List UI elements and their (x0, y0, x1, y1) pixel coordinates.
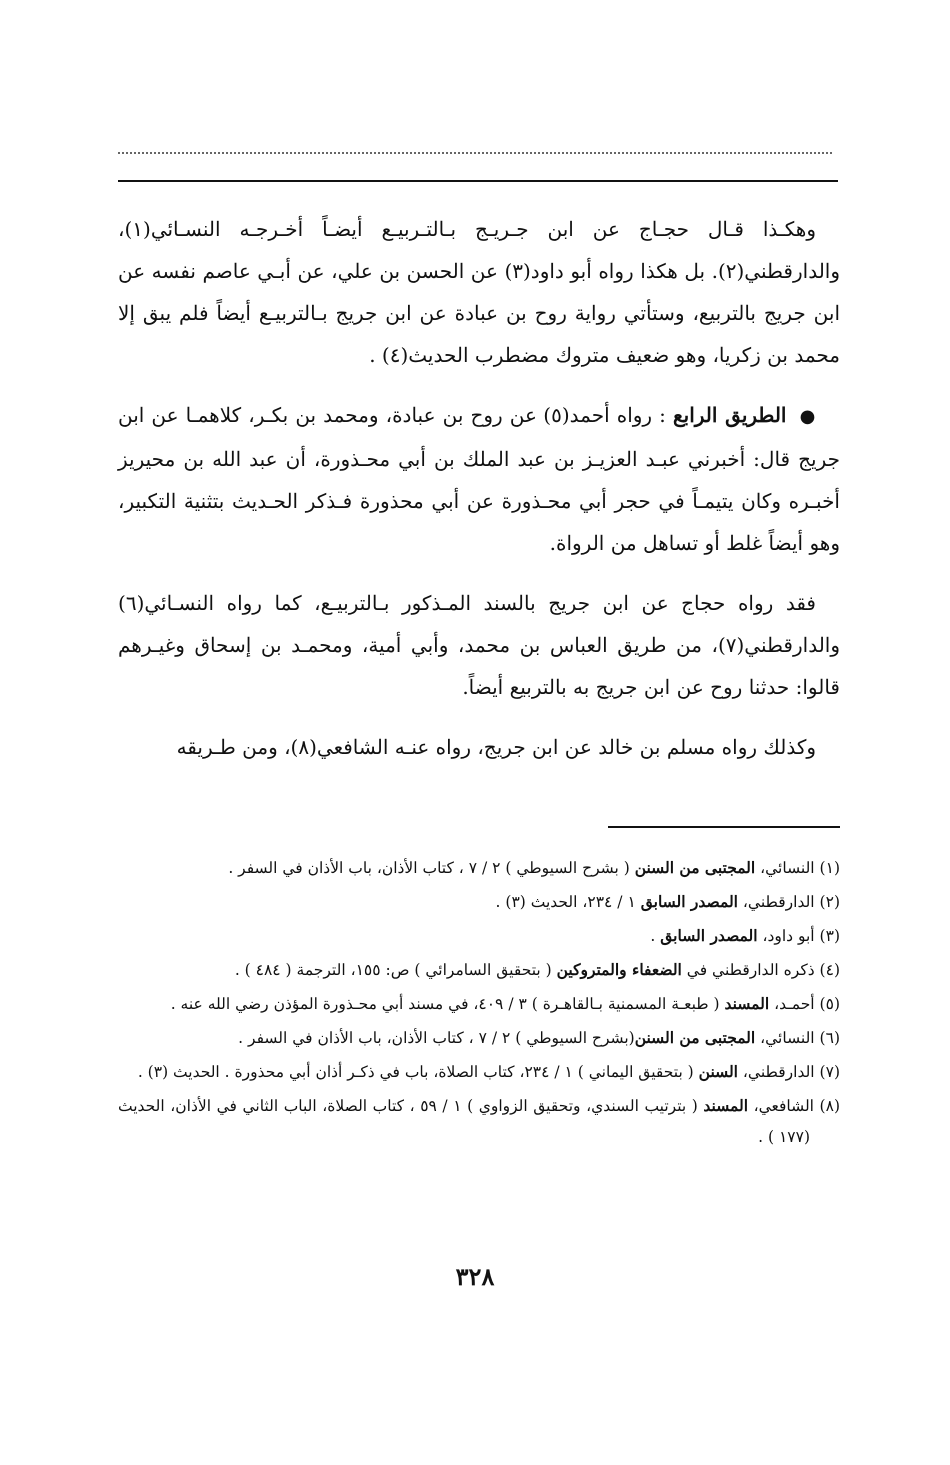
footnotes (118, 852, 840, 1155)
footnote-text: أحمـد، (769, 995, 815, 1013)
footnote-text: ( طبعـة المسمنية بـالقاهـرة ) ٣ / ٤٠٩، في مسند أبي محـذورة المؤذن رضي الله عنه . (170, 995, 725, 1013)
footnote-text: ذكره الدارقطني في (681, 961, 815, 979)
footnote-text: الدارقطني، (738, 893, 815, 911)
footnote-text: (بشرح السيوطي ) ٢ / ٧ ، كتاب الأذان، باب الأذان في السفر . (238, 1029, 635, 1047)
footnote-6 (118, 1022, 840, 1054)
footnote-text: النسائي، (755, 1029, 815, 1047)
footnote-2 (118, 886, 840, 918)
footnote-text: ( بتحقيق السامرائي ) ص: ١٥٥، الترجمة ( ٤٨٤ ) . (234, 961, 557, 979)
footnote-8 (118, 1090, 840, 1153)
footnote-number: (١) (819, 859, 840, 877)
page-number: ٣٢٨ (455, 1262, 495, 1291)
footnote-7 (118, 1056, 840, 1088)
paragraph-1-text: وهكـذا قـال حجـاج عن ابن جـريـج بـالتـربيـع أيضـاً أخـرجـه النسـائي(١)، والدارقطني(٢). بل هكذا رواه أبو داود(٣) عن الحسن بن علي، عن أبـي عاصم نفسه عن ابن جريج بالتربيع، وستأتي رواية روح بن عبادة عن ابن جريج بـالتربيـع أيضاً فلم يبق إلا محمد بن زكريا، وهو ضعيف متروك مضطرب الحديث(٤) . (118, 217, 840, 367)
header-solid-rule (118, 180, 838, 182)
footnote-source-title: المسند (703, 1096, 749, 1115)
paragraph-2 (118, 394, 840, 564)
footnote-text: ( بشرح السيوطي ) ٢ / ٧ ، كتاب الأذان، باب الأذان في السفر . (228, 859, 635, 877)
footnote-source-title: السنن (698, 1062, 738, 1081)
footnote-number: (٣) (819, 927, 840, 945)
footnote-text: . (650, 927, 661, 945)
footnote-number: (٤) (819, 961, 840, 979)
paragraph-4 (118, 726, 840, 768)
footnote-separator (608, 826, 840, 828)
footnote-text: الشافعي، (748, 1097, 814, 1115)
footnote-source-title: المصدر السابق (660, 926, 758, 945)
paragraph-1 (118, 208, 840, 376)
footnote-source-title: الضعفاء والمتروكين (556, 960, 682, 979)
footnote-source-title: المصدر السابق (640, 892, 738, 911)
footnote-5 (118, 988, 840, 1020)
footnote-number: (٥) (819, 995, 840, 1013)
footnote-number: (٢) (819, 893, 840, 911)
footnote-number: (٨) (819, 1097, 840, 1115)
footnote-text: ( بترتيب السندي، وتحقيق الزواوي ) ١ / ٥٩ ، كتاب الصلاة، الباب الثاني في الأذان، الحديث (١٧٧ ) . (118, 1097, 810, 1146)
footnote-text: ( بتحقيق اليماني ) ١ / ٢٣٤، كتاب الصلاة، باب في ذكـر أذان أبي محذورة . الحديث (٣) . (137, 1063, 699, 1081)
paragraph-4-text: وكذلك رواه مسلم بن خالد عن ابن جريج، رواه عنـه الشافعي(٨)، ومن طـريقه (176, 735, 816, 759)
footnote-text: ١ / ٢٣٤، الحديث (٣) . (495, 893, 641, 911)
paragraph-3 (118, 582, 840, 708)
footnote-number: (٧) (819, 1063, 840, 1081)
footnote-text: أبو داود، (757, 927, 815, 945)
footnote-source-title: المسند (724, 994, 770, 1013)
body-text (118, 208, 840, 786)
footnote-text: الدارقطني، (738, 1063, 815, 1081)
paragraph-2-lead: الطريق الرابع (673, 403, 787, 427)
header-dotted-rule (118, 152, 832, 154)
footnote-4 (118, 954, 840, 986)
paragraph-2-text: : رواه أحمد(٥) عن روح بن عبادة، ومحمد بن بكـر، كلاهمـا عن ابن جريج قال: أخبرني عبـد العزيـز بن عبد الملك بن أبي محـذورة، أن عبد الله بن محيريز أخبـره وكان يتيمـاً في حجر أبي محـذورة عن أبي محذورة فـذكر الحـديث بتثنية التكبير، وهو أيضاً غلط أو تساهل من الرواة. (118, 403, 840, 555)
footnote-3 (118, 920, 840, 952)
bullet-icon: ● (799, 406, 817, 427)
footnote-source-title: المجتبى من السنن (634, 1028, 756, 1047)
footnote-text: النسائي، (755, 859, 815, 877)
footnote-source-title: المجتبى من السنن (634, 858, 756, 877)
footnote-1 (118, 852, 840, 884)
footnote-number: (٦) (819, 1029, 840, 1047)
paragraph-3-text: فقد رواه حجاج عن ابن جريج بالسند المـذكور بـالتربيـع، كما رواه النسـائي(٦) والدارقطني(٧)، من طريق العباس بن محمد، وأبي أمية، ومحمـد بن إسحاق وغيـرهم قالوا: حدثنا روح عن ابن جريج به بالتربيع أيضاً. (118, 591, 840, 699)
